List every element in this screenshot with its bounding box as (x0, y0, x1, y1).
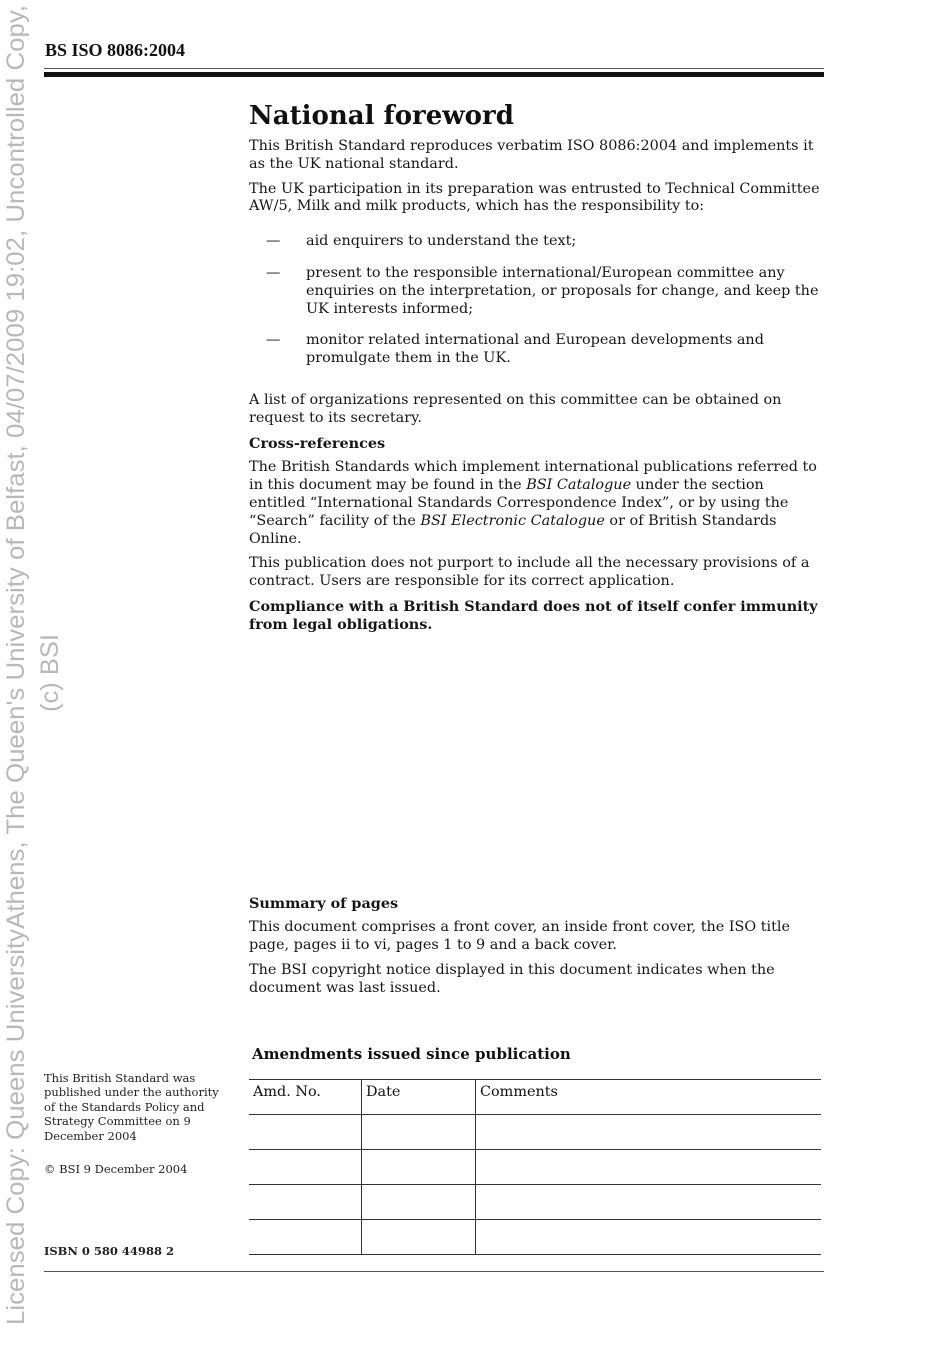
table-header-row (249, 1080, 821, 1115)
crossref-text-2: under the section entitled “International Standards Correspondence Index”, or by using the “Search” facility of the (249, 477, 789, 529)
list-item-text: monitor related international and European developments and promulgate them in the UK. (306, 332, 764, 367)
blank-space (249, 641, 824, 889)
summary-paragraph-2: The BSI copyright notice displayed in this document indicates when the document was last issued. (249, 961, 775, 996)
committee-list-paragraph: A list of organizations represented on this committee can be obtained on request to its secretary. (249, 391, 782, 426)
foreword-paragraph-2: The UK participation in its preparation was entrusted to Technical Committee AW/5, Milk and milk products, which has the responsibility to: (249, 180, 820, 215)
publication-authority-note: This British Standard was published under the authority of the Standards Policy and Strategy Committee on 9 December 2004 (44, 1071, 219, 1143)
table-cell (362, 1150, 476, 1185)
table-row (249, 1185, 821, 1220)
crossref-text-1: The British Standards which implement international publications referred to in this document may be found in the (249, 459, 817, 494)
table-cell (362, 1115, 476, 1150)
table-cell (362, 1220, 476, 1255)
table-cell (476, 1150, 822, 1185)
list-item-text: aid enquirers to understand the text; (306, 233, 577, 250)
header-rule-thick (44, 72, 824, 77)
list-item (249, 265, 824, 318)
dash-bullet: — (266, 233, 281, 250)
table-cell (249, 1115, 362, 1150)
header-rule-thin (44, 68, 824, 69)
crossref-text-3: or of British Standards Online. (249, 512, 777, 547)
bsi-catalogue-title: BSI Catalogue (526, 477, 632, 494)
list-item (249, 332, 824, 368)
table-cell (476, 1185, 822, 1220)
amendments-table (249, 1079, 821, 1255)
footer-rule (44, 1271, 824, 1272)
cross-references-heading: Cross-references (249, 434, 386, 452)
table-row (249, 1220, 821, 1255)
column-header-amd-no: Amd. No. (249, 1080, 362, 1115)
table-cell (249, 1185, 362, 1220)
provisions-paragraph: This publication does not purport to include all the necessary provisions of a contract. Users are responsible for its correct application. (249, 555, 810, 590)
dash-bullet: — (266, 332, 281, 349)
watermark (0, 0, 80, 1345)
column-header-date: Date (362, 1080, 476, 1115)
dash-bullet: — (266, 264, 281, 281)
column-header-comments: Comments (476, 1080, 822, 1115)
page-title: National foreword (249, 101, 514, 131)
amendments-title: Amendments issued since publication (252, 1045, 571, 1063)
table-cell (249, 1150, 362, 1185)
main-content (249, 100, 824, 1005)
compliance-notice: Compliance with a British Standard does not of itself confer immunity from legal obligations. (249, 597, 818, 633)
table-row (249, 1115, 821, 1150)
watermark-line-2: (c) BSI (36, 635, 64, 712)
table-cell (476, 1220, 822, 1255)
table-cell (362, 1185, 476, 1220)
foreword-paragraph-1: This British Standard reproduces verbatim ISO 8086:2004 and implements it as the UK national standard. (249, 138, 814, 172)
watermark-line-1: Licensed Copy: Queens UniversityAthens, The Queen's University of Belfast, 04/07/2009 19:02, Uncontrolled Copy, (2, 46, 30, 1325)
list-item (249, 233, 824, 251)
table-cell (476, 1115, 822, 1150)
cross-references-paragraph (249, 459, 824, 548)
document-id: BS ISO 8086:2004 (45, 40, 186, 60)
table-row (249, 1150, 821, 1185)
bsi-electronic-catalogue-title: BSI Electronic Catalogue (420, 512, 605, 529)
isbn: ISBN 0 580 44988 2 (44, 1244, 174, 1258)
summary-heading: Summary of pages (249, 894, 399, 912)
list-item-text: present to the responsible international/European committee any enquiries on the interpretation, or proposals for change, and keep the UK interests informed; (306, 264, 819, 317)
copyright-note: © BSI 9 December 2004 (44, 1162, 188, 1176)
table-cell (249, 1220, 362, 1255)
responsibility-list (249, 233, 824, 368)
summary-paragraph-1: This document comprises a front cover, an inside front cover, the ISO title page, pages ii to vi, pages 1 to 9 and a back cover. (249, 919, 791, 954)
